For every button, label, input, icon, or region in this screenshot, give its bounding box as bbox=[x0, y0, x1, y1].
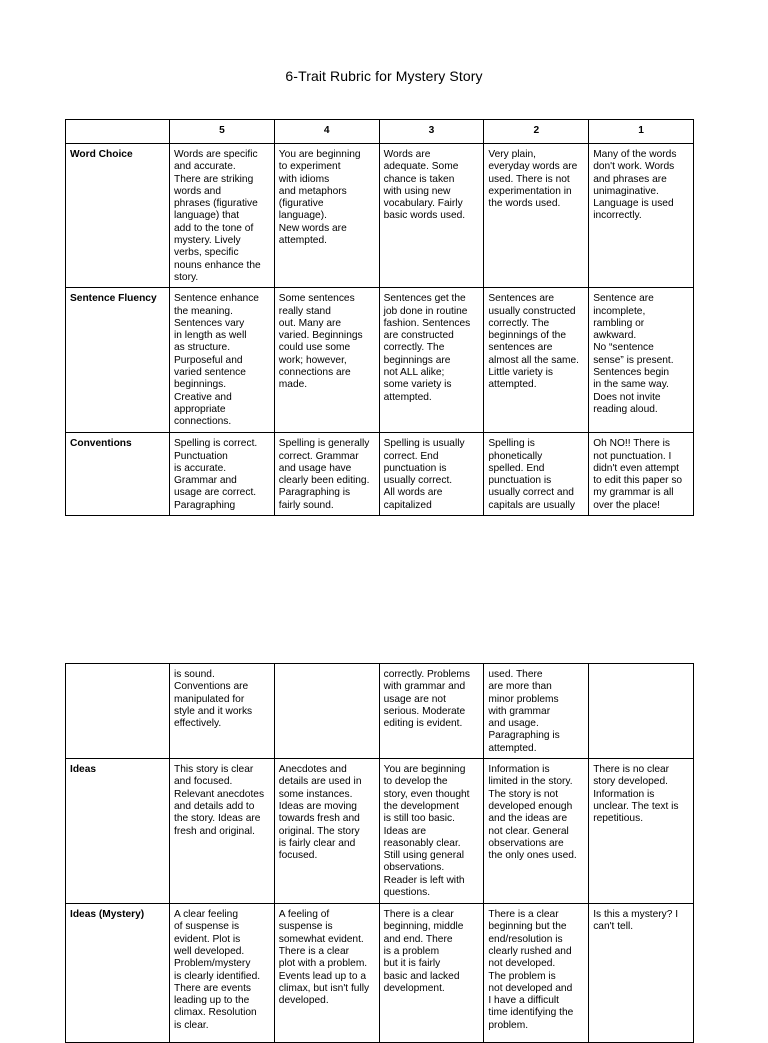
table-row-ideas-mystery bbox=[66, 904, 694, 1043]
rubric-cell-score-2: Very plain, everyday words are used. There is not experimentation in the words used. bbox=[484, 144, 589, 288]
rubric-cell-score-5: A clear feeling of suspense is evident. Plot is well developed. Problem/mystery is clearly identified. There are events leading up to the climax. Resolution is clear. bbox=[170, 904, 275, 1043]
table-row-ideas bbox=[66, 759, 694, 904]
table-row-sentence-fluency bbox=[66, 288, 694, 433]
rubric-cell-score-1: Is this a mystery? I can't tell. bbox=[589, 904, 694, 1043]
rubric-cell-score-5: is sound. Conventions are manipulated for style and it works effectively. bbox=[170, 664, 275, 759]
rubric-cell-score-5: Words are specific and accurate. There are striking words and phrases (figurative language) that add to the tone of mystery. Lively verbs, specific nouns enhance the story. bbox=[170, 144, 275, 288]
rubric-table-page-1 bbox=[65, 119, 694, 516]
header-row bbox=[66, 120, 694, 144]
rubric-cell-score-2: Information is limited in the story. The story is not developed enough and the ideas are not clear. General observations are the only ones used. bbox=[484, 759, 589, 904]
header-cell-score-3: 3 bbox=[379, 120, 484, 144]
rubric-cell-score-5: Sentence enhance the meaning. Sentences vary in length as well as structure. Purposeful and varied sentence beginnings. Creative and appropriate connections. bbox=[170, 288, 275, 433]
rubric-cell-score-4 bbox=[274, 664, 379, 759]
trait-label: Ideas (Mystery) bbox=[66, 904, 170, 1043]
rubric-cell-score-2: Sentences are usually constructed correctly. The beginnings of the sentences are almost all the same. Little variety is attempted. bbox=[484, 288, 589, 433]
rubric-cell-score-1: Oh NO!! There is not punctuation. I didn't even attempt to edit this paper so my grammar is all over the place! bbox=[589, 433, 694, 516]
rubric-cell-score-3: You are beginning to develop the story, even thought the development is still too basic. Ideas are reasonably clear. Still using general observations. Reader is left with questions. bbox=[379, 759, 484, 904]
rubric-cell-score-3: Words are adequate. Some chance is taken with using new vocabulary. Fairly basic words used. bbox=[379, 144, 484, 288]
header-cell-score-5: 5 bbox=[170, 120, 275, 144]
table-row-conventions bbox=[66, 433, 694, 516]
page-title: 6-Trait Rubric for Mystery Story bbox=[285, 68, 483, 84]
trait-label: Ideas bbox=[66, 759, 170, 904]
header-cell-score-2: 2 bbox=[484, 120, 589, 144]
table-row-word-choice bbox=[66, 144, 694, 288]
table-row-conventions-continued bbox=[66, 664, 694, 759]
rubric-cell-score-4: Anecdotes and details are used in some instances. Ideas are moving towards fresh and original. The story is fairly clear and focused. bbox=[274, 759, 379, 904]
rubric-cell-score-2: Spelling is phonetically spelled. End punctuation is usually correct and capitals are usually bbox=[484, 433, 589, 516]
rubric-cell-score-5: Spelling is correct. Punctuation is accurate. Grammar and usage are correct. Paragraphing bbox=[170, 433, 275, 516]
rubric-cell-score-1 bbox=[589, 664, 694, 759]
header-cell-score-1: 1 bbox=[589, 120, 694, 144]
rubric-cell-score-3: Spelling is usually correct. End punctuation is usually correct. All words are capitalized bbox=[379, 433, 484, 516]
header-cell-score-4: 4 bbox=[274, 120, 379, 144]
rubric-cell-score-3: Sentences get the job done in routine fashion. Sentences are constructed correctly. The beginnings are not ALL alike; some variety is attempted. bbox=[379, 288, 484, 433]
rubric-cell-score-1: Many of the words don't work. Words and phrases are unimaginative. Language is used incorrectly. bbox=[589, 144, 694, 288]
trait-label: Sentence Fluency bbox=[66, 288, 170, 433]
rubric-cell-score-4: Spelling is generally correct. Grammar and usage have clearly been editing. Paragraphing is fairly sound. bbox=[274, 433, 379, 516]
trait-label bbox=[66, 664, 170, 759]
rubric-cell-score-3: There is a clear beginning, middle and end. There is a problem but it is fairly basic and lacked development. bbox=[379, 904, 484, 1043]
rubric-cell-score-3: correctly. Problems with grammar and usage are not serious. Moderate editing is evident. bbox=[379, 664, 484, 759]
rubric-cell-score-5: This story is clear and focused. Relevant anecdotes and details add to the story. Ideas are fresh and original. bbox=[170, 759, 275, 904]
trait-label: Conventions bbox=[66, 433, 170, 516]
rubric-cell-score-2: used. There are more than minor problems with grammar and usage. Paragraphing is attempted. bbox=[484, 664, 589, 759]
rubric-cell-score-4: A feeling of suspense is somewhat evident. There is a clear plot with a problem. Events lead up to a climax, but isn't fully developed. bbox=[274, 904, 379, 1043]
rubric-cell-score-4: You are beginning to experiment with idioms and metaphors (figurative language). New words are attempted. bbox=[274, 144, 379, 288]
rubric-cell-score-1: Sentence are incomplete, rambling or awkward. No “sentence sense” is present. Sentences begin in the same way. Does not invite reading aloud. bbox=[589, 288, 694, 433]
rubric-cell-score-4: Some sentences really stand out. Many are varied. Beginnings could use some work; however, connections are made. bbox=[274, 288, 379, 433]
trait-label: Word Choice bbox=[66, 144, 170, 288]
rubric-table-page-2 bbox=[65, 663, 694, 1043]
rubric-cell-score-2: There is a clear beginning but the end/resolution is clearly rushed and not developed. The problem is not developed and I have a difficult time identifying the problem. bbox=[484, 904, 589, 1043]
header-cell-blank bbox=[66, 120, 170, 144]
rubric-cell-score-1: There is no clear story developed. Information is unclear. The text is repetitious. bbox=[589, 759, 694, 904]
